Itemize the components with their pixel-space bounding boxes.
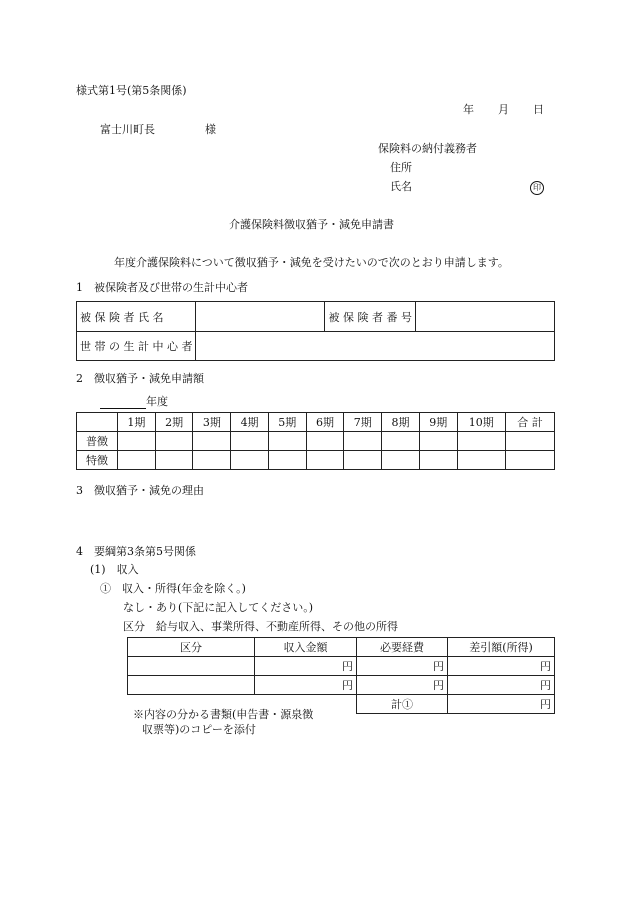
col-header-expenses: 必要経費 bbox=[357, 638, 448, 657]
income-choice: なし・あり(下記に記入してください。) bbox=[123, 601, 314, 614]
period-header: 4期 bbox=[231, 413, 269, 432]
amount-cell[interactable] bbox=[268, 432, 306, 451]
amount-cell[interactable] bbox=[268, 451, 306, 470]
period-header: 6期 bbox=[306, 413, 344, 432]
date-month-label: 月 bbox=[498, 103, 509, 116]
period-header: 9期 bbox=[419, 413, 457, 432]
section1-heading: 1 被保険者及び世帯の生計中心者 bbox=[76, 281, 248, 294]
amount-cell[interactable] bbox=[419, 451, 457, 470]
col-header-net: 差引額(所得) bbox=[448, 638, 555, 657]
note-line1: ※内容の分かる書類(申告書・源泉徴 bbox=[133, 708, 314, 721]
period-header: 10期 bbox=[457, 413, 505, 432]
honorific: 様 bbox=[205, 123, 216, 136]
amount-corner bbox=[77, 413, 118, 432]
insured-table bbox=[76, 301, 555, 361]
addressee: 富士川町長 bbox=[100, 123, 155, 136]
year-label: 年度 bbox=[146, 395, 168, 408]
row-label-toku: 特徴 bbox=[77, 451, 118, 470]
intro-text: 年度介護保険料について徴収猶予・減免を受けたいので次のとおり申請します。 bbox=[114, 256, 509, 269]
name-label: 氏名 bbox=[390, 180, 412, 193]
yen-cell[interactable]: 円 bbox=[357, 676, 448, 695]
income-item1: ① 収入・所得(年金を除く。) bbox=[100, 582, 246, 595]
amount-total-cell[interactable] bbox=[505, 432, 554, 451]
yen-cell[interactable]: 円 bbox=[448, 657, 555, 676]
amount-cell[interactable] bbox=[155, 451, 193, 470]
amount-table bbox=[76, 412, 555, 470]
category-cell[interactable] bbox=[128, 657, 255, 676]
income-category-line: 区分 給与収入、事業所得、不動産所得、その他の所得 bbox=[123, 620, 398, 633]
date-year-label: 年 bbox=[463, 103, 474, 116]
total-label: 計① bbox=[357, 695, 448, 714]
period-header: 7期 bbox=[344, 413, 382, 432]
document-title: 介護保険料徴収猶予・減免申請書 bbox=[229, 218, 394, 231]
household-head-field[interactable] bbox=[196, 332, 555, 361]
seal-icon: 印 bbox=[530, 181, 544, 195]
yen-cell[interactable]: 円 bbox=[448, 676, 555, 695]
form-number: 様式第1号(第5条関係) bbox=[76, 84, 187, 97]
date-day-label: 日 bbox=[533, 103, 544, 116]
amount-cell[interactable] bbox=[193, 451, 231, 470]
seal-mark bbox=[530, 180, 544, 195]
amount-cell[interactable] bbox=[457, 451, 505, 470]
period-header: 5期 bbox=[268, 413, 306, 432]
amount-cell[interactable] bbox=[306, 451, 344, 470]
amount-cell[interactable] bbox=[193, 432, 231, 451]
col-header-category: 区分 bbox=[128, 638, 255, 657]
obligor-title: 保険料の納付義務者 bbox=[378, 142, 477, 155]
household-head-label: 世 帯 の 生 計 中 心 者 bbox=[77, 332, 196, 361]
insured-name-label: 被 保 険 者 氏 名 bbox=[77, 302, 196, 332]
year-line bbox=[100, 395, 168, 409]
amount-cell[interactable] bbox=[231, 451, 269, 470]
period-header: 2期 bbox=[155, 413, 193, 432]
note-line2: 収票等)のコピーを添付 bbox=[142, 723, 256, 736]
period-header: 3期 bbox=[193, 413, 231, 432]
period-header: 1期 bbox=[118, 413, 156, 432]
amount-cell[interactable] bbox=[457, 432, 505, 451]
insured-number-field[interactable] bbox=[415, 302, 554, 332]
period-header: 8期 bbox=[382, 413, 420, 432]
amount-cell[interactable] bbox=[155, 432, 193, 451]
yen-cell[interactable]: 円 bbox=[255, 657, 357, 676]
amount-cell[interactable] bbox=[382, 432, 420, 451]
section2-heading: 2 徴収猶予・減免申請額 bbox=[76, 372, 204, 385]
yen-cell[interactable]: 円 bbox=[357, 657, 448, 676]
category-cell[interactable] bbox=[128, 676, 255, 695]
row-label-futsu: 普徴 bbox=[77, 432, 118, 451]
address-label: 住所 bbox=[390, 161, 412, 174]
amount-cell[interactable] bbox=[231, 432, 269, 451]
total-header: 合 計 bbox=[505, 413, 554, 432]
yen-cell[interactable]: 円 bbox=[255, 676, 357, 695]
amount-cell[interactable] bbox=[382, 451, 420, 470]
amount-cell[interactable] bbox=[306, 432, 344, 451]
amount-cell[interactable] bbox=[118, 451, 156, 470]
insured-number-label: 被 保 険 者 番 号 bbox=[325, 302, 415, 332]
income-subheading: (1) 収入 bbox=[90, 563, 139, 576]
insured-name-field[interactable] bbox=[196, 302, 325, 332]
amount-total-cell[interactable] bbox=[505, 451, 554, 470]
amount-cell[interactable] bbox=[419, 432, 457, 451]
amount-cell[interactable] bbox=[344, 451, 382, 470]
section4-heading: 4 要綱第3条第5号関係 bbox=[76, 545, 196, 558]
amount-cell[interactable] bbox=[344, 432, 382, 451]
year-blank[interactable] bbox=[100, 397, 146, 409]
amount-cell[interactable] bbox=[118, 432, 156, 451]
total-yen-cell[interactable]: 円 bbox=[448, 695, 555, 714]
section3-heading: 3 徴収猶予・減免の理由 bbox=[76, 484, 204, 497]
col-header-income: 収入金額 bbox=[255, 638, 357, 657]
income-table bbox=[127, 637, 555, 714]
